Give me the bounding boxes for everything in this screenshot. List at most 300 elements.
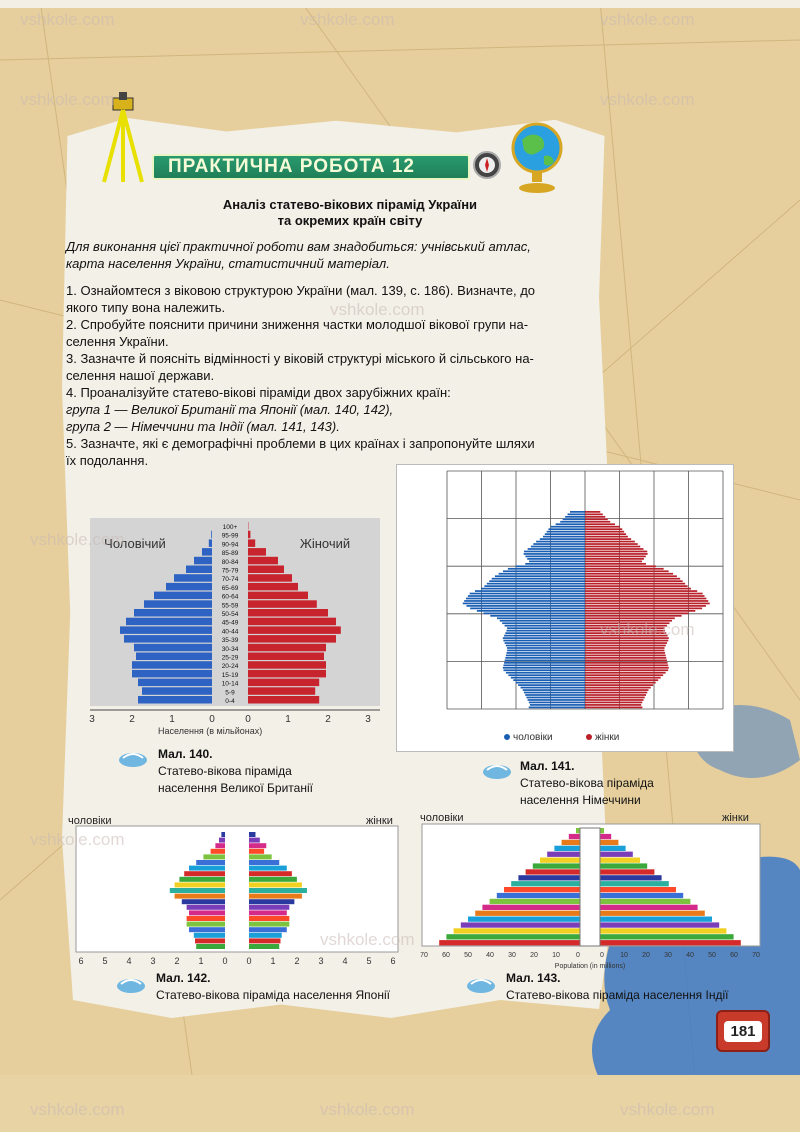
male-bar: [526, 869, 580, 874]
male-bar: [504, 669, 586, 671]
tick-label: 2: [174, 956, 180, 966]
female-bar: [249, 933, 282, 938]
female-bar: [585, 541, 635, 543]
watermark: vshkole.com: [600, 620, 695, 639]
japan-pyramid-chart: [62, 814, 402, 974]
fig140-line2: населення Великої Британії: [158, 781, 313, 795]
age-label: 100+: [222, 524, 238, 531]
male-bar: [505, 642, 585, 644]
male-bar: [551, 526, 585, 528]
tick-label: 1: [270, 956, 276, 966]
age-label: 45-49: [221, 619, 239, 627]
task-3a: 3. Зазначте й поясніть відмінності у віковій структурі міського й сільського на-: [66, 351, 534, 366]
male-bar: [461, 922, 580, 927]
male-bar: [505, 625, 585, 627]
male-bar: [503, 637, 585, 639]
female-bar: [585, 704, 641, 706]
fig143-label: Мал. 143.: [506, 971, 561, 985]
male-bar: [556, 523, 585, 525]
male-bar: [565, 516, 585, 518]
male-bar: [525, 556, 585, 558]
male-bar: [528, 699, 585, 701]
female-bar: [248, 653, 324, 661]
female-bar: [249, 854, 272, 859]
male-bar: [516, 682, 585, 684]
male-bar: [505, 657, 585, 659]
male-bar: [540, 858, 580, 863]
male-bar: [497, 893, 580, 898]
age-label: 15-19: [221, 671, 239, 679]
male-bar: [533, 543, 585, 545]
male-bar: [174, 574, 212, 582]
male-bar: [194, 557, 212, 565]
male-bar: [507, 650, 585, 652]
female-bar: [585, 682, 656, 684]
female-bar: [585, 565, 656, 567]
male-bar: [504, 662, 585, 664]
female-bar: [249, 843, 266, 848]
female-bar: [249, 882, 302, 887]
legend-female-label: жінки: [595, 732, 620, 743]
globe-icon: [508, 118, 566, 194]
age-label: 35-39: [221, 637, 239, 645]
task-4a: 4. Проаналізуйте статево-вікові піраміди двох зарубіжних країн:: [66, 385, 451, 400]
male-bar: [170, 888, 225, 893]
male-bar: [490, 615, 585, 617]
tick-label: 10: [552, 952, 560, 959]
female-bar: [585, 528, 622, 530]
intro-line1: Для виконання цієї практичної роботи вам знадобиться: учнівський атлас,: [66, 239, 531, 254]
male-bar: [142, 687, 212, 695]
map-icon: [118, 748, 148, 768]
male-bar: [475, 590, 585, 592]
female-bar: [249, 866, 287, 871]
female-bar: [585, 580, 683, 582]
watermark: vshkole.com: [600, 10, 695, 29]
tick-label: 4: [126, 956, 132, 966]
male-bar: [154, 592, 212, 600]
tick-label: 6: [78, 956, 84, 966]
male-bar: [505, 632, 585, 634]
age-column: [580, 828, 600, 946]
tick-label: 40: [686, 952, 694, 959]
male-bar: [466, 605, 585, 607]
female-bar: [585, 702, 642, 704]
male-bar: [470, 608, 585, 610]
male-bar: [138, 696, 212, 704]
male-bar: [175, 894, 225, 899]
male-bar: [487, 583, 585, 585]
male-bar: [495, 575, 585, 577]
age-label: 85-89: [221, 550, 239, 558]
male-bar: [195, 938, 225, 943]
female-bar: [585, 548, 643, 550]
female-bar: [248, 557, 278, 565]
male-bar: [179, 877, 225, 882]
female-bar: [585, 677, 661, 679]
female-bar: [248, 626, 341, 634]
male-bar: [484, 585, 585, 587]
male-bar: [531, 546, 585, 548]
female-bar: [249, 849, 264, 854]
age-label: 80-84: [221, 558, 239, 566]
male-bar: [499, 573, 585, 575]
male-bar: [525, 563, 585, 565]
task-3b: селення нашої держави.: [66, 368, 215, 383]
tick-label: 3: [365, 714, 371, 725]
tick-label: 3: [150, 956, 156, 966]
male-bar: [202, 548, 212, 556]
male-bar: [187, 905, 225, 910]
task-4c: група 2 — Німеччини та Індії (мал. 141, 143).: [66, 419, 340, 434]
female-bar: [248, 679, 319, 687]
female-bar: [249, 832, 255, 837]
female-bar: [248, 687, 315, 695]
female-bar: [585, 697, 645, 699]
male-bar: [576, 828, 580, 833]
male-bar: [570, 511, 585, 513]
female-bar: [249, 871, 292, 876]
male-bar: [508, 674, 585, 676]
female-bar: [585, 647, 665, 649]
male-bar: [530, 704, 585, 706]
male-bar: [518, 875, 580, 880]
tick-label: 60: [442, 952, 450, 959]
female-bar: [600, 928, 726, 933]
male-bar: [446, 934, 580, 939]
male-bar: [484, 612, 585, 614]
female-bar: [585, 570, 669, 572]
india-pyramid-chart: [418, 812, 764, 972]
female-bar: [585, 523, 615, 525]
fig141-line2: населення Німеччини: [520, 793, 641, 807]
japan-pyramid: [62, 814, 402, 974]
male-bar: [504, 887, 580, 892]
female-bar: [585, 692, 647, 694]
age-label: 30-34: [221, 645, 239, 653]
male-bar: [215, 843, 225, 848]
female-bar: [585, 556, 646, 558]
fig141-label: Мал. 141.: [520, 759, 575, 773]
female-bar: [585, 598, 706, 600]
female-bar: [248, 644, 326, 652]
tick-label: 1: [285, 714, 291, 725]
female-bar: [585, 615, 682, 617]
task-4b: група 1 — Великої Британії та Японії (мал. 140, 142),: [66, 402, 394, 417]
watermark: vshkole.com: [320, 1100, 415, 1119]
watermark: vshkole.com: [30, 1100, 125, 1119]
age-label: 90-94: [221, 541, 239, 549]
fig142-line1: Статево-вікова піраміда населення Японії: [156, 988, 390, 1002]
male-bar: [502, 622, 585, 624]
female-bar: [585, 652, 665, 654]
male-bar: [504, 635, 585, 637]
tick-label: 10: [620, 952, 628, 959]
female-bar: [249, 888, 307, 893]
female-bar: [585, 526, 620, 528]
male-bar: [529, 707, 585, 709]
male-bar: [511, 677, 585, 679]
axis-label: Population (in millions): [554, 963, 626, 970]
map-icon: [116, 974, 146, 994]
female-bar: [249, 894, 302, 899]
male-bar: [523, 689, 585, 691]
task-5a: 5. Зазначте, які є демографічні проблеми в цих країнах і запропонуйте шляхи: [66, 436, 535, 451]
male-bar: [211, 849, 225, 854]
germany-pyramid: [396, 464, 734, 752]
female-bar: [600, 893, 683, 898]
practical-work-banner: [152, 154, 470, 180]
female-bar: [585, 516, 605, 518]
male-bar: [186, 566, 212, 574]
tick-label: 40: [486, 952, 494, 959]
tick-label: 30: [508, 952, 516, 959]
male-bar: [511, 881, 580, 886]
male-bar: [182, 899, 225, 904]
male-bar: [468, 917, 580, 922]
female-bar: [585, 620, 672, 622]
female-bar: [585, 558, 644, 560]
watermark: vshkole.com: [30, 530, 125, 549]
female-bar: [585, 583, 685, 585]
male-bar: [507, 627, 585, 629]
female-bar: [585, 538, 631, 540]
female-bar: [585, 622, 669, 624]
female-bar: [249, 938, 281, 943]
tick-label: 70: [752, 952, 760, 959]
male-bar: [196, 944, 225, 949]
age-label: 25-29: [221, 654, 239, 662]
fig141-line1: Статево-вікова піраміда: [520, 776, 654, 790]
male-bar: [508, 568, 585, 570]
female-bar: [249, 838, 260, 843]
male-bar: [560, 521, 585, 523]
female-bar: [585, 627, 664, 629]
tick-label: 6: [390, 956, 396, 966]
male-bar: [569, 834, 580, 839]
female-bar: [585, 610, 695, 612]
female-bar: [585, 546, 640, 548]
male-bar: [187, 916, 225, 921]
tick-label: 0: [245, 714, 251, 725]
watermark: vshkole.com: [320, 930, 415, 949]
female-bar: [585, 521, 610, 523]
tick-label: 60: [730, 952, 738, 959]
male-bar: [184, 871, 225, 876]
age-label: 95-99: [221, 532, 239, 540]
female-bar: [585, 672, 666, 674]
age-label: 60-64: [221, 593, 239, 601]
female-bar: [585, 575, 677, 577]
female-bar: [585, 600, 708, 602]
female-bar: [248, 661, 326, 669]
fig143-line1: Статево-вікова піраміда населення Індії: [506, 988, 729, 1002]
male-bar: [439, 940, 580, 945]
female-bar: [585, 561, 642, 563]
male-bar: [505, 660, 585, 662]
male-bar: [132, 661, 212, 669]
female-bar: [600, 828, 604, 833]
tick-label: 50: [708, 952, 716, 959]
female-bar: [585, 588, 691, 590]
male-bar: [540, 538, 585, 540]
female-bar: [585, 513, 603, 515]
legend-male-swatch: [504, 734, 510, 740]
female-title: Жіночий: [299, 536, 351, 551]
male-bar: [470, 593, 585, 595]
female-bar: [585, 603, 710, 605]
female-bar: [585, 585, 688, 587]
watermark: vshkole.com: [20, 90, 115, 109]
female-bar: [248, 609, 328, 617]
female-bar: [249, 927, 287, 932]
age-label: 40-44: [221, 628, 239, 636]
male-title: чоловіки: [420, 812, 464, 824]
tick-label: 0: [600, 952, 604, 959]
uk-pyramid: [90, 518, 380, 740]
male-bar: [203, 854, 225, 859]
age-label: 10-14: [221, 680, 239, 688]
tick-label: 3: [318, 956, 324, 966]
male-bar: [543, 536, 585, 538]
fig140-line1: Статево-вікова піраміда: [158, 764, 292, 778]
female-bar: [585, 694, 646, 696]
intro-line2: карта населення України, статистичний матеріал.: [66, 256, 390, 271]
female-bar: [600, 911, 705, 916]
tick-label: 0: [576, 952, 580, 959]
male-bar: [134, 609, 212, 617]
male-bar: [528, 548, 585, 550]
female-bar: [585, 573, 673, 575]
female-bar: [585, 590, 697, 592]
male-bar: [136, 653, 212, 661]
male-bar: [189, 910, 225, 915]
male-bar: [562, 840, 580, 845]
male-bar: [506, 655, 585, 657]
male-bar: [529, 702, 585, 704]
female-bar: [600, 905, 698, 910]
male-bar: [547, 531, 585, 533]
age-label: 70-74: [221, 576, 239, 584]
tick-label: 0: [209, 714, 215, 725]
watermark: vshkole.com: [30, 830, 125, 849]
female-bar: [585, 642, 667, 644]
female-bar: [585, 655, 666, 657]
male-bar: [525, 694, 585, 696]
watermark: vshkole.com: [330, 300, 425, 319]
tick-label: 20: [642, 952, 650, 959]
female-bar: [585, 551, 647, 553]
female-bar: [248, 531, 250, 539]
female-bar: [600, 934, 734, 939]
female-bar: [248, 583, 298, 591]
female-bar: [248, 696, 319, 704]
female-title: жінки: [722, 812, 749, 824]
watermark: vshkole.com: [300, 10, 395, 29]
male-bar: [506, 645, 585, 647]
male-bar: [481, 588, 585, 590]
female-bar: [585, 635, 668, 637]
female-bar: [585, 689, 648, 691]
uk-pyramid-chart: [90, 518, 380, 740]
male-bar: [489, 580, 585, 582]
male-bar: [144, 600, 212, 608]
task-2a: 2. Спробуйте пояснити причини зниження частки молодшої вікової групи на-: [66, 317, 529, 332]
male-bar: [524, 692, 585, 694]
female-bar: [585, 679, 658, 681]
male-bar: [507, 652, 585, 654]
female-bar: [600, 917, 712, 922]
axis-label: Населення (в мільйонах): [158, 726, 263, 736]
male-bar: [189, 866, 225, 871]
female-bar: [585, 553, 648, 555]
female-bar: [585, 563, 646, 565]
age-label: 75-79: [221, 567, 239, 575]
female-bar: [600, 875, 662, 880]
age-label: 55-59: [221, 602, 239, 610]
male-bar: [126, 618, 212, 626]
female-bar: [585, 640, 668, 642]
male-bar: [526, 697, 585, 699]
male-bar: [187, 922, 225, 927]
tripod-icon: [98, 92, 148, 184]
male-bar: [209, 539, 212, 547]
female-bar: [585, 637, 669, 639]
male-bar: [477, 610, 585, 612]
tick-label: 4: [342, 956, 348, 966]
female-bar: [600, 863, 647, 868]
female-bar: [585, 669, 668, 671]
watermark: vshkole.com: [620, 1100, 715, 1119]
male-bar: [503, 640, 585, 642]
female-bar: [249, 899, 294, 904]
female-bar: [585, 674, 663, 676]
female-bar: [600, 869, 654, 874]
legend-female-swatch: [586, 734, 592, 740]
work-title-line1: Аналіз статево-вікових пірамід України: [222, 197, 478, 212]
female-bar: [585, 533, 626, 535]
task-1a: 1. Ознайомтеся з віковою структурою України (мал. 139, с. 186). Визначте, до: [66, 283, 536, 298]
male-bar: [524, 551, 585, 553]
female-bar: [249, 916, 289, 921]
female-bar: [585, 687, 651, 689]
age-label: 50-54: [221, 611, 239, 618]
female-bar: [585, 632, 666, 634]
female-bar: [600, 881, 669, 886]
age-label: 20-24: [221, 663, 239, 671]
female-bar: [585, 511, 600, 513]
male-bar: [563, 518, 585, 520]
female-bar: [248, 670, 326, 678]
male-bar: [518, 684, 585, 686]
female-bar: [585, 531, 624, 533]
tick-label: 50: [464, 952, 472, 959]
male-bar: [196, 860, 225, 865]
male-bar: [482, 905, 580, 910]
male-bar: [554, 846, 580, 851]
male-bar: [547, 852, 580, 857]
male-bar: [503, 570, 585, 572]
tick-label: 0: [222, 956, 228, 966]
male-bar: [503, 664, 585, 666]
male-bar: [507, 647, 585, 649]
female-bar: [585, 518, 608, 520]
male-bar: [466, 598, 585, 600]
female-title: жінки: [366, 815, 393, 827]
female-bar: [600, 846, 626, 851]
task-2b: селення України.: [66, 334, 169, 349]
male-title: Чоловічий: [104, 536, 166, 551]
